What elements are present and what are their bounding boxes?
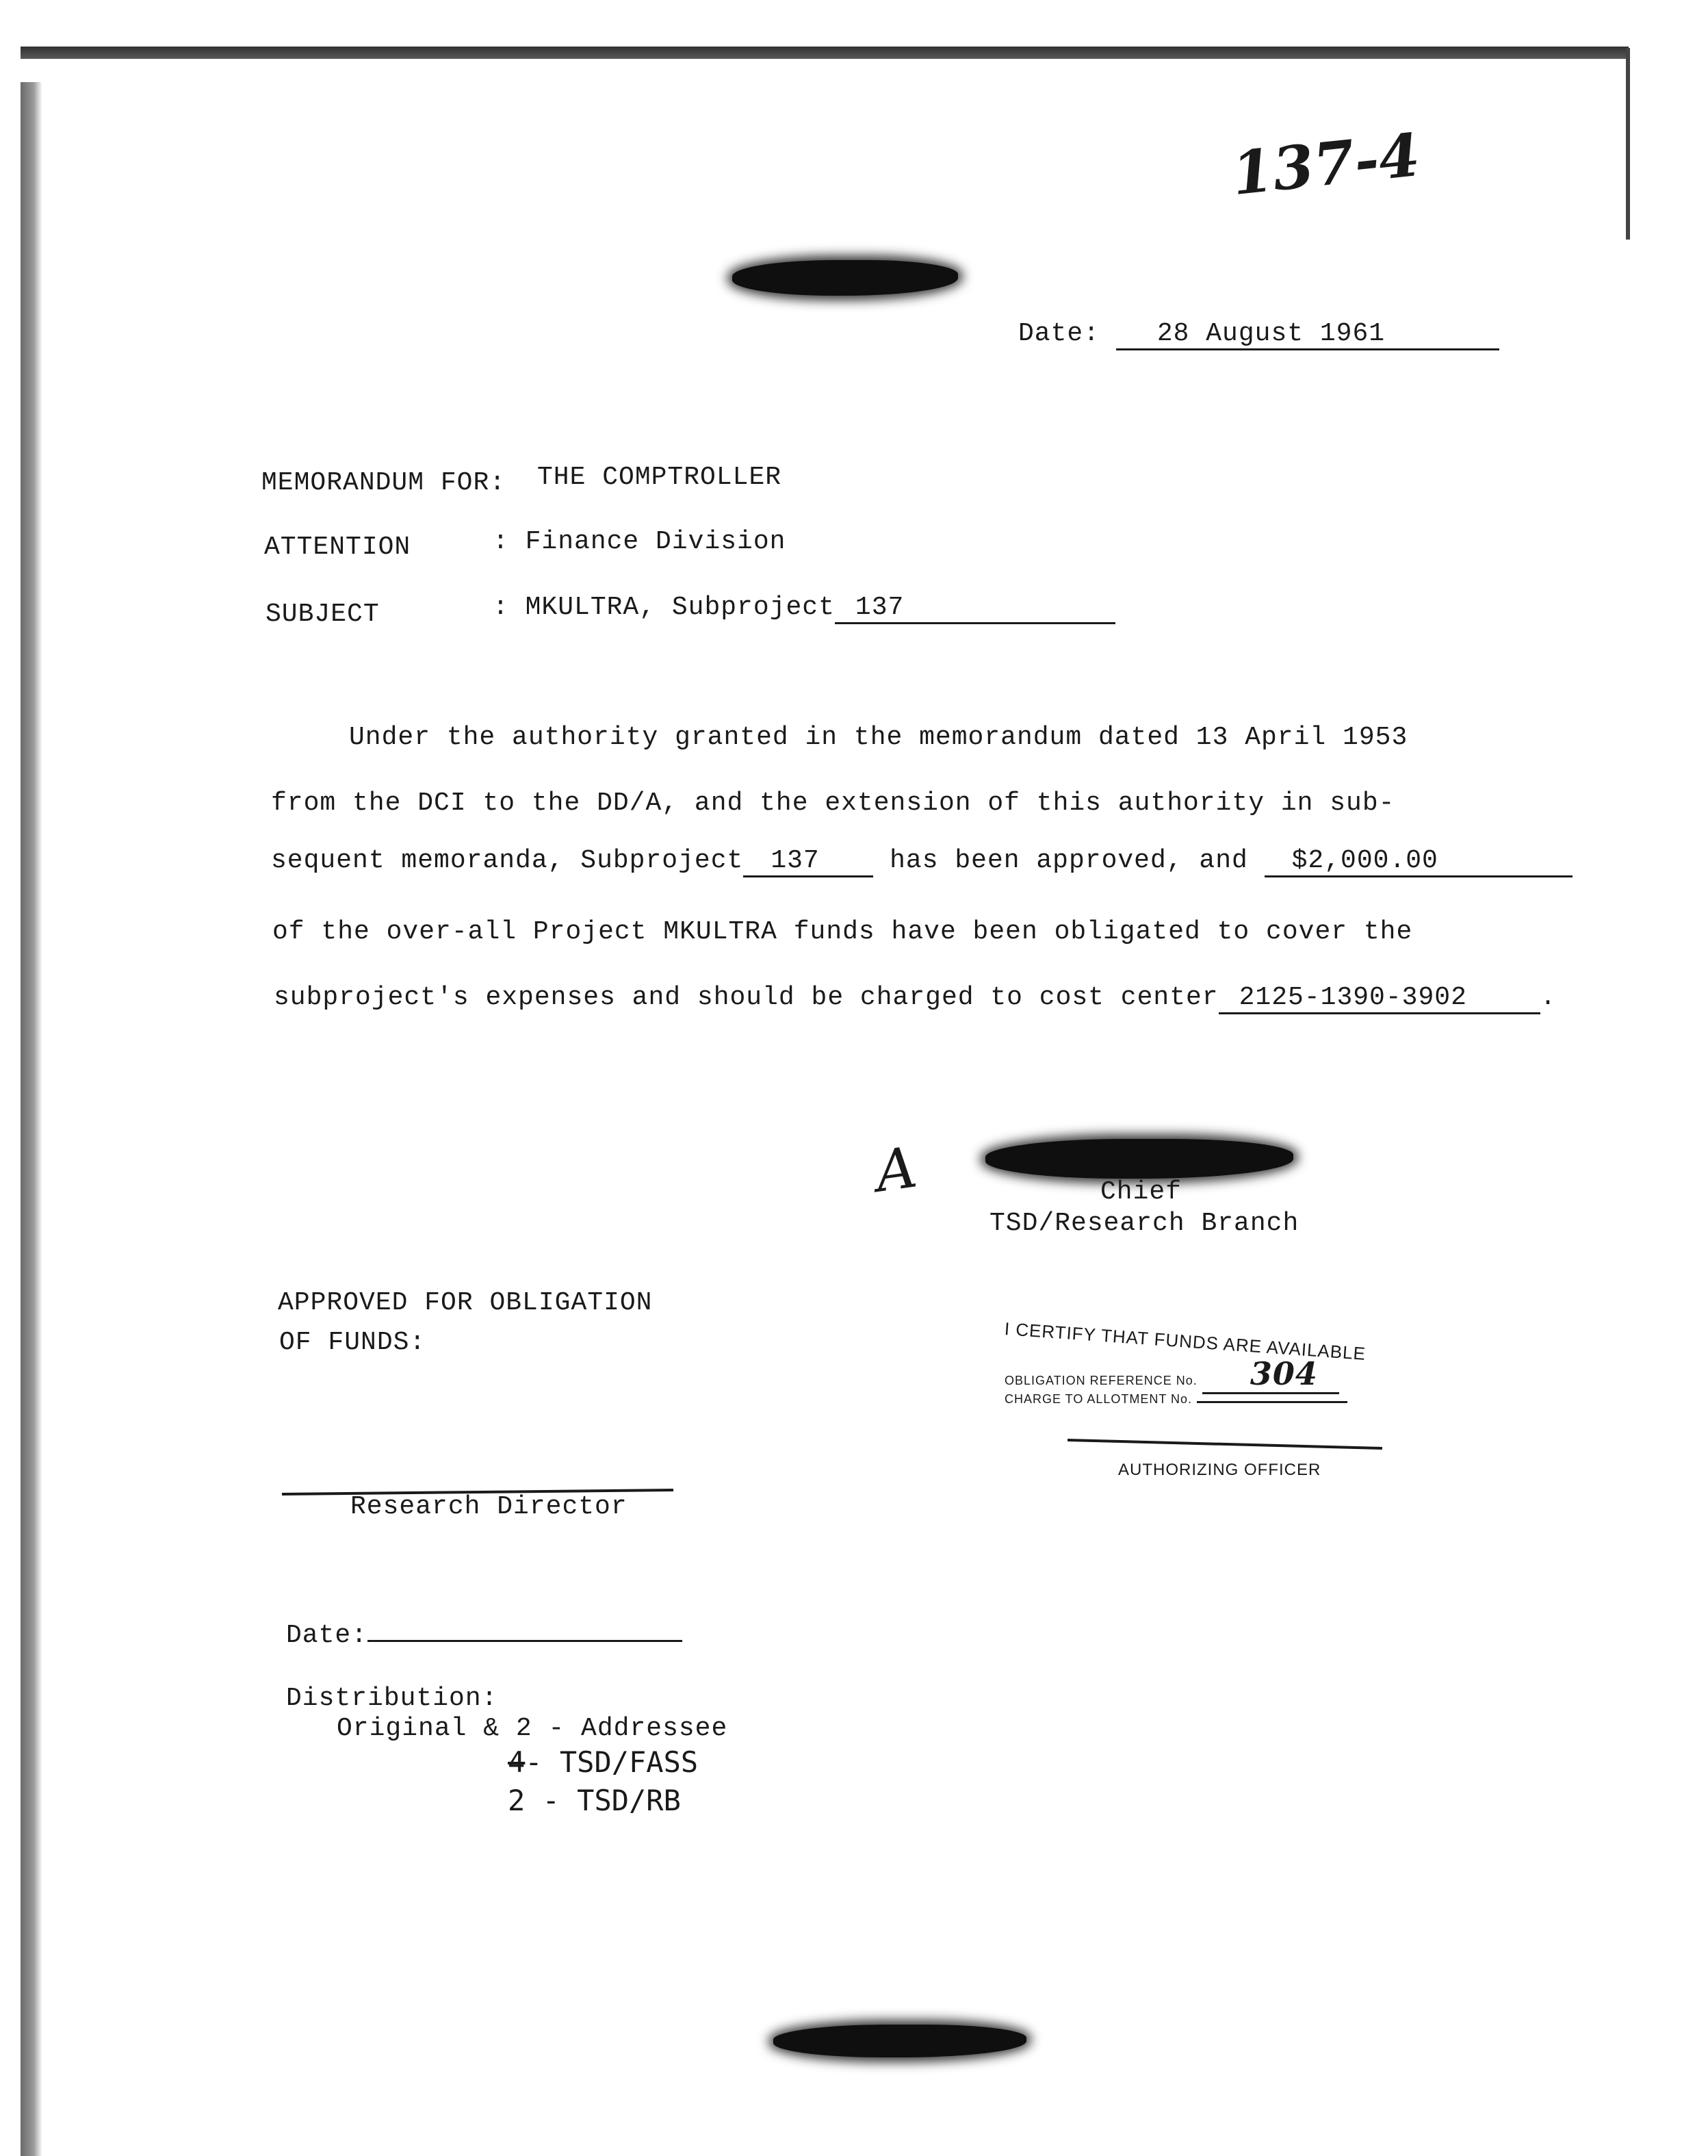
- body-line-4: of the over-all Project MKULTRA funds have been obligated to cover the: [272, 917, 1413, 947]
- attention-value: : Finance Division: [493, 527, 786, 556]
- director-title: Research Director: [350, 1492, 627, 1522]
- memo-for-label: MEMORANDUM FOR:: [261, 468, 506, 498]
- stamp-officer-line: [1068, 1439, 1382, 1450]
- body-line-2: from the DCI to the DD/A, and the extension of this authority in sub-: [271, 788, 1395, 818]
- signature-unit: TSD/Research Branch: [989, 1209, 1299, 1238]
- cost-center: 2125-1390-3902: [1219, 983, 1540, 1014]
- redaction-header: [732, 260, 958, 296]
- subject-line: [493, 593, 1115, 624]
- approval-date: Date:: [286, 1621, 682, 1650]
- distribution-original: Original & 2 - Addressee: [337, 1714, 728, 1743]
- body-line-5: subproject's expenses and should be charged to cost center 2125-1390-3902 .: [274, 983, 1556, 1014]
- date-label: Date:: [1018, 319, 1100, 348]
- stamp-certify: I CERTIFY THAT FUNDS ARE AVAILABLE: [1003, 1318, 1367, 1364]
- stamp-charge: CHARGE TO ALLOTMENT No.: [1005, 1389, 1347, 1407]
- obligation-number: 304: [1250, 1355, 1318, 1392]
- redaction-signature: [985, 1139, 1293, 1179]
- body-line-3: sequent memoranda, Subproject 137 has been approved, and $2,000.00: [271, 846, 1573, 877]
- file-number: 137-4: [1228, 120, 1423, 209]
- subject-label: SUBJECT: [266, 600, 380, 629]
- distribution-fass: 4- TSD/FASS: [508, 1745, 699, 1779]
- distribution-label: Distribution:: [286, 1684, 498, 1713]
- subject-value: : MKULTRA, Subproject: [493, 593, 835, 622]
- amount: $2,000.00: [1265, 846, 1573, 877]
- date-value: 28 August 1961: [1116, 319, 1499, 350]
- fass-count: 4: [508, 1745, 526, 1779]
- stamp-obligation: OBLIGATION REFERENCE No. 304: [1005, 1355, 1339, 1394]
- signature-title: Chief: [1100, 1177, 1182, 1207]
- stamp-officer: AUTHORIZING OFFICER: [1118, 1461, 1321, 1479]
- body-line-1: Under the authority granted in the memorandum dated 13 April 1953: [349, 723, 1408, 752]
- memo-for-value: THE COMPTROLLER: [537, 463, 782, 492]
- scan-top-border: [21, 47, 1629, 59]
- subject-number: 137: [835, 593, 1115, 624]
- scan-left-border: [21, 82, 42, 2156]
- approval-line-1: APPROVED FOR OBLIGATION: [278, 1288, 653, 1318]
- date-line: [1018, 319, 1499, 350]
- subproject-number: 137: [743, 846, 873, 877]
- distribution-rb: 2 - TSD/RB: [508, 1784, 681, 1817]
- handwritten-initial: A: [871, 1135, 921, 1205]
- approval-line-2: OF FUNDS:: [279, 1328, 426, 1357]
- redaction-footer: [773, 2025, 1026, 2057]
- scan-right-edge: [1626, 48, 1630, 240]
- attention-label: ATTENTION: [264, 532, 411, 562]
